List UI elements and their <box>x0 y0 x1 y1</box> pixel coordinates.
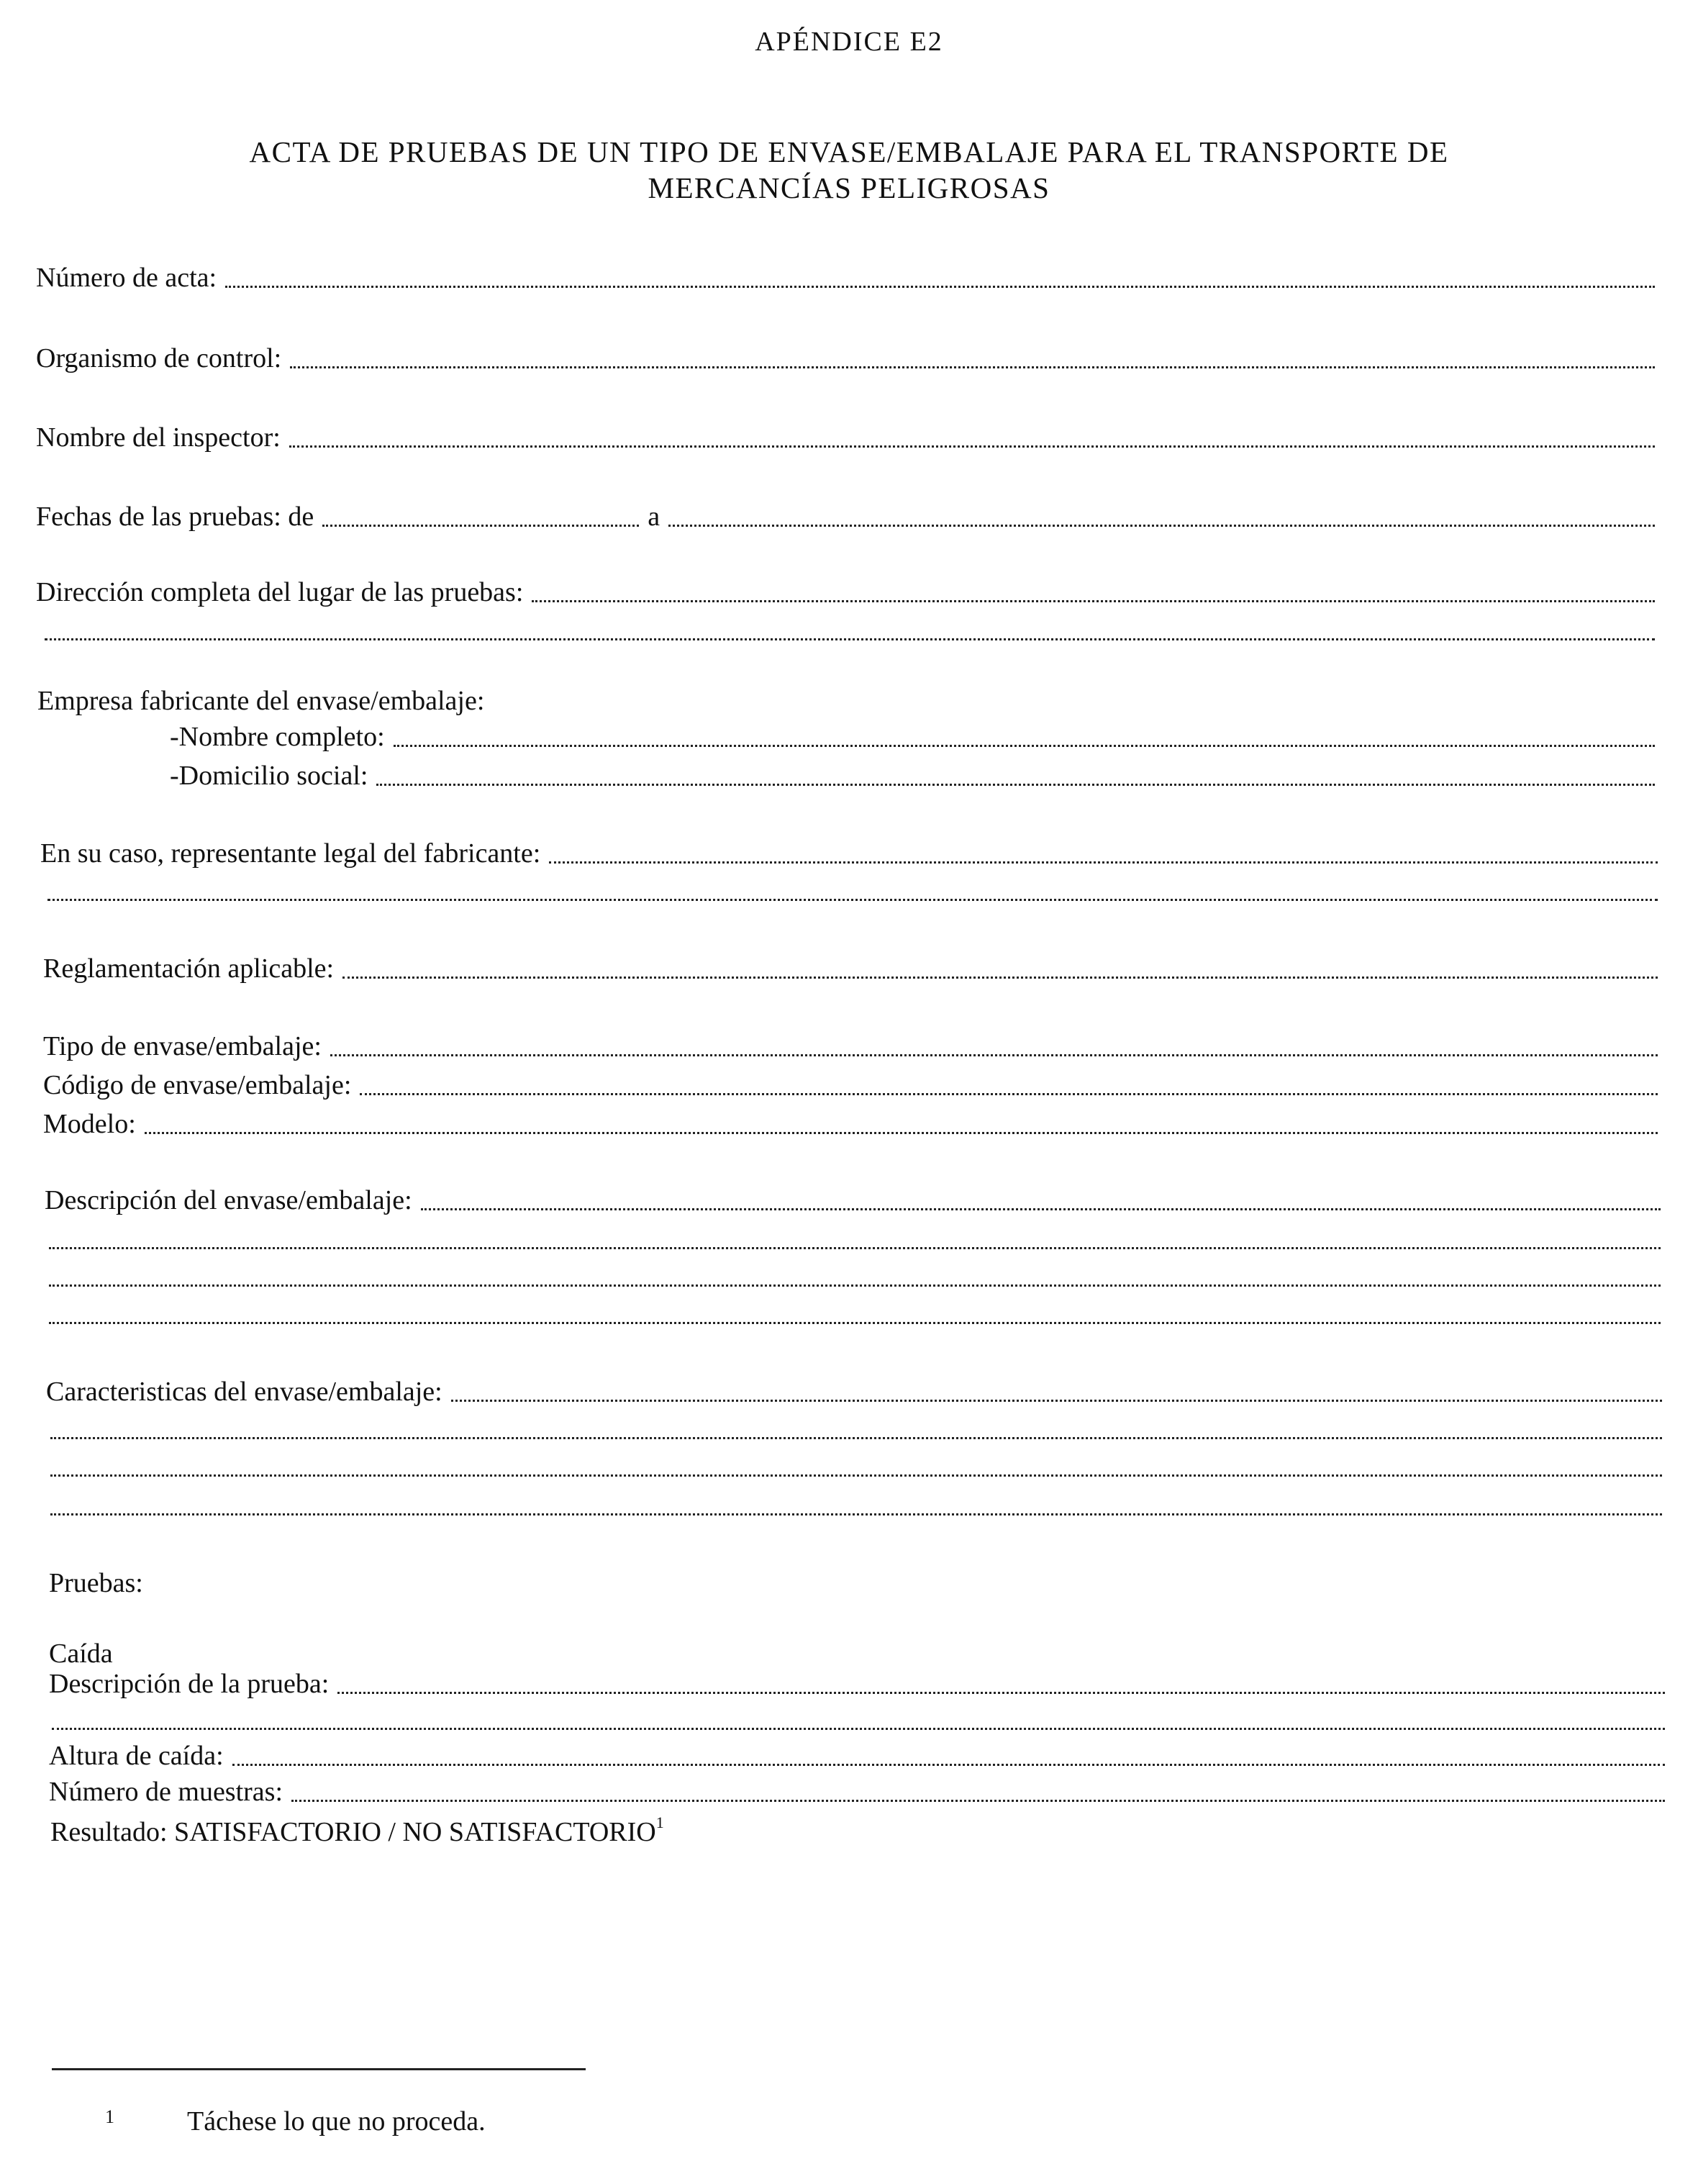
field-label: -Domicilio social: <box>170 761 368 791</box>
field-reglamentacion <box>43 948 1658 984</box>
field-label: Nombre del inspector: <box>36 422 281 453</box>
field-label: Descripción del envase/embalaje: <box>45 1185 412 1215</box>
field-direccion <box>36 572 1655 608</box>
fill-line[interactable] <box>532 571 1655 602</box>
field-numero-muestras <box>49 1772 1665 1808</box>
resultado-text: Resultado: SATISFACTORIO / NO SATISFACTORIO <box>50 1817 656 1847</box>
document-title-line-2: MERCANCÍAS PELIGROSAS <box>648 171 1050 204</box>
field-descripcion-prueba-line-2 <box>52 1700 1665 1736</box>
field-resultado <box>50 1813 664 1848</box>
fill-line[interactable] <box>376 755 1655 786</box>
field-label: Dirección completa del lugar de las pruebas: <box>36 577 524 607</box>
field-representante-legal <box>40 833 1658 869</box>
fill-line[interactable] <box>50 1446 1662 1477</box>
fill-line[interactable] <box>360 1064 1658 1095</box>
field-label: Tipo de envase/embalaje: <box>43 1031 322 1061</box>
field-tipo-envase <box>43 1026 1658 1062</box>
fill-line[interactable] <box>394 716 1655 747</box>
field-numero-acta <box>36 258 1655 294</box>
field-label: Número de acta: <box>36 263 217 293</box>
field-label: Descripción de la prueba: <box>49 1669 330 1699</box>
field-label: Modelo: <box>43 1109 136 1139</box>
fill-line[interactable] <box>145 1103 1658 1134</box>
fill-line[interactable] <box>52 1699 1665 1730</box>
field-direccion-continuation <box>45 610 1655 646</box>
field-label: -Nombre completo: <box>170 722 385 752</box>
field-label: Número de muestras: <box>49 1777 283 1807</box>
fill-line[interactable] <box>47 870 1658 901</box>
field-descripcion-prueba <box>49 1664 1665 1700</box>
field-label: Organismo de control: <box>36 343 282 373</box>
fill-line[interactable] <box>451 1371 1662 1402</box>
section-pruebas: Pruebas: <box>49 1568 143 1598</box>
field-descripcion-envase <box>45 1180 1661 1216</box>
field-label: Reglamentación aplicable: <box>43 953 335 984</box>
field-fechas-pruebas <box>36 497 1655 533</box>
appendix-heading: APÉNDICE E2 <box>755 27 943 57</box>
fill-line[interactable] <box>49 1293 1661 1324</box>
fill-line[interactable] <box>50 1485 1662 1515</box>
section-empresa-fabricante: Empresa fabricante del envase/embalaje: <box>37 686 485 716</box>
fill-line[interactable] <box>289 417 1655 448</box>
fill-line[interactable] <box>50 1408 1662 1439</box>
field-caracteristicas-envase <box>46 1372 1662 1408</box>
fill-line[interactable] <box>549 833 1658 864</box>
field-caracteristicas-line-4 <box>50 1485 1662 1521</box>
fill-line[interactable] <box>337 1663 1665 1694</box>
footnote-number: 1 <box>105 2106 114 2127</box>
footnote-separator <box>52 2068 586 2070</box>
field-descripcion-line-3 <box>49 1256 1661 1292</box>
field-caracteristicas-line-3 <box>50 1446 1662 1482</box>
field-label: Fechas de las pruebas: de <box>36 502 314 532</box>
field-codigo-envase <box>43 1065 1658 1101</box>
fill-line-to[interactable] <box>668 496 1655 527</box>
field-modelo <box>43 1104 1658 1140</box>
fill-line[interactable] <box>232 1735 1665 1766</box>
subsection-caida: Caída <box>49 1639 113 1669</box>
fill-line[interactable] <box>290 337 1655 368</box>
field-descripcion-line-2 <box>49 1219 1661 1255</box>
field-nombre-inspector <box>36 417 1655 453</box>
fill-line[interactable] <box>421 1179 1661 1210</box>
field-organismo-control <box>36 338 1655 374</box>
fill-line[interactable] <box>45 610 1655 640</box>
field-domicilio-social <box>170 756 1655 792</box>
fill-line[interactable] <box>49 1218 1661 1249</box>
field-label: Código de envase/embalaje: <box>43 1070 352 1100</box>
field-label: Altura de caída: <box>49 1741 224 1771</box>
field-nombre-completo <box>170 717 1655 753</box>
field-label: Caracteristicas del envase/embalaje: <box>46 1377 442 1407</box>
fill-line-from[interactable] <box>322 496 639 527</box>
field-connector: a <box>648 502 660 532</box>
footnote-text: Táchese lo que no proceda. <box>187 2106 486 2137</box>
field-caracteristicas-line-2 <box>50 1409 1662 1445</box>
field-descripcion-line-4 <box>49 1294 1661 1330</box>
fill-line[interactable] <box>330 1025 1658 1056</box>
field-representante-continuation <box>47 871 1658 907</box>
fill-line[interactable] <box>225 257 1655 288</box>
fill-line[interactable] <box>49 1256 1661 1287</box>
fill-line[interactable] <box>342 948 1658 979</box>
footnote-marker: 1 <box>655 1813 664 1831</box>
field-altura-caida <box>49 1736 1665 1772</box>
fill-line[interactable] <box>291 1771 1665 1802</box>
document-title-line-1: ACTA DE PRUEBAS DE UN TIPO DE ENVASE/EMBALAJE PARA EL TRANSPORTE DE <box>249 135 1449 168</box>
field-label: En su caso, representante legal del fabricante: <box>40 838 541 869</box>
